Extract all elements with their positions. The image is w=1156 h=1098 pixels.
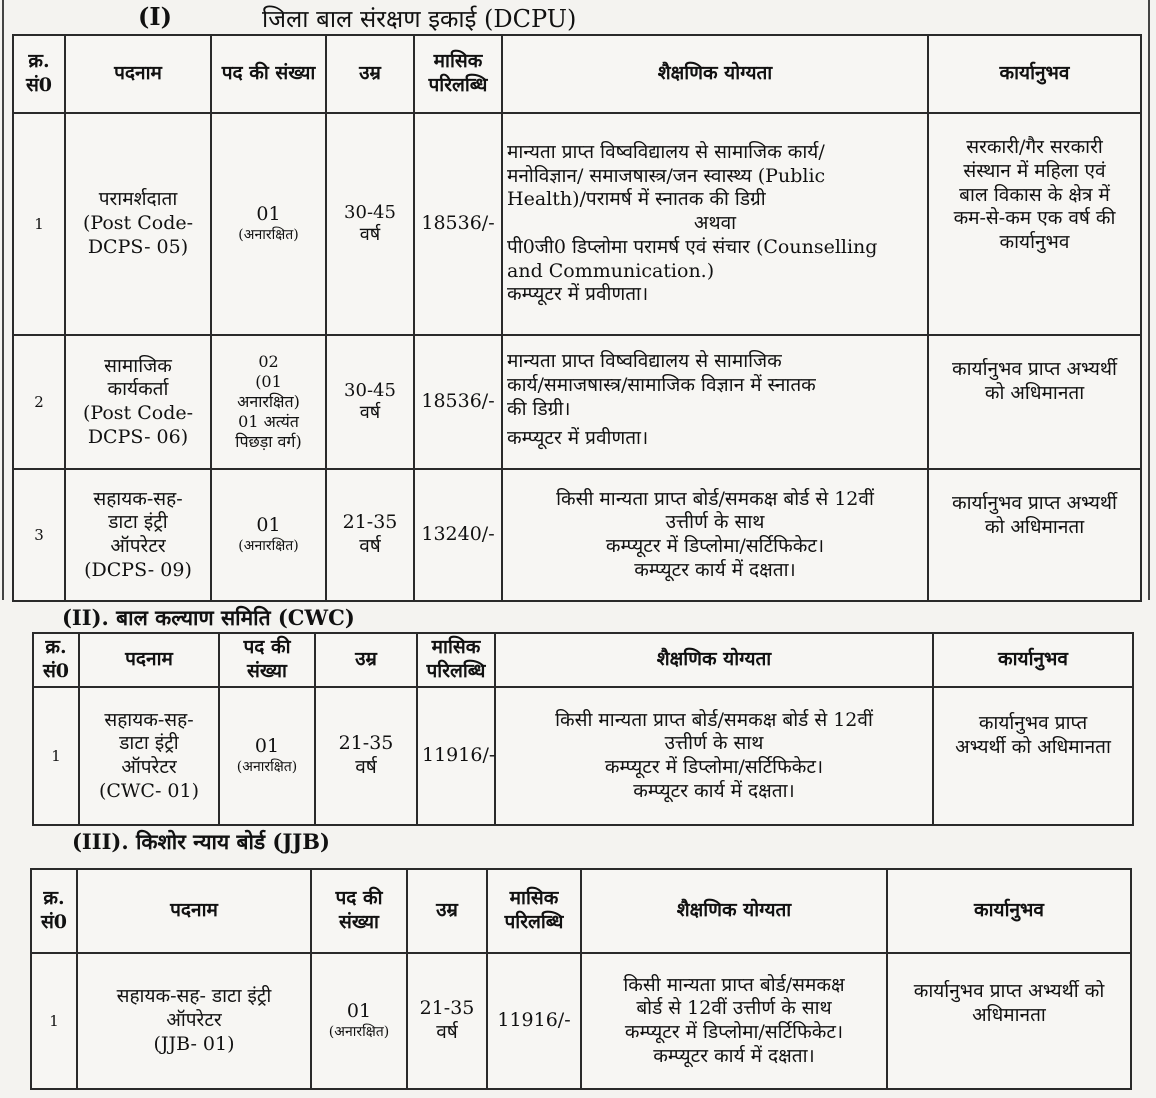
qual-line: Health)/परामर्ष में स्नातक की डिग्री (507, 188, 766, 211)
qual-line: कम्प्यूटर में प्रवीणता। (507, 283, 649, 306)
post-line: ऑपरेटर (166, 1009, 222, 1032)
qual-line: अथवा (693, 212, 737, 235)
section3-title: (III). किशोर न्याय बोर्ड (JJB) (72, 829, 330, 854)
header-count: पद की संख्या (311, 869, 407, 953)
qual-line: कम्प्यूटर में डिप्लोमा/सर्टिफिकेट। (605, 535, 825, 557)
header-qualification: शैक्षणिक योग्यता (495, 633, 933, 687)
qual-line: कार्य/समाजषास्त्र/सामाजिक विज्ञान में स्नातक (507, 373, 816, 396)
qual-line: कम्प्यूटर में डिप्लोमा/सर्टिफिकेट। (624, 1021, 844, 1043)
qual-line: बोर्ड से 12वीं उत्तीर्ण के साथ (636, 997, 832, 1020)
row-post (65, 469, 211, 601)
header-age: उम्र (315, 633, 417, 687)
post-line: सामाजिक (104, 354, 172, 377)
section2-title: (II). बाल कल्याण समिति (CWC) (62, 605, 355, 630)
post-line: (Post Code- (82, 212, 194, 235)
header-salary: मासिक परिलब्धि (417, 633, 495, 687)
post-line: ऑपरेटर (121, 756, 177, 778)
qual-line: कम्प्यूटर में डिप्लोमा/सर्टिफिकेट। (604, 756, 824, 778)
count-value: 01 (256, 203, 281, 226)
row-count (211, 335, 326, 469)
row-experience (928, 113, 1141, 335)
post-line: (DCPS- 09) (84, 558, 192, 581)
qual-line: पी0जी0 डिप्लोमा परामर्ष एवं संचार (Counselling (507, 235, 878, 258)
table-row (31, 953, 1131, 1089)
count-line: 02 (258, 352, 279, 371)
count-line: 01 अत्यंत (238, 412, 299, 431)
count-line: पिछड़ा वर्ग) (235, 432, 302, 451)
post-line: डाटा इंट्री (108, 511, 168, 534)
row-qualification (581, 953, 887, 1089)
row-post (77, 953, 311, 1089)
count-note: (अनारक्षित) (236, 759, 298, 776)
qual-line: मान्यता प्राप्त विष्वविद्यालय से सामाजिक (507, 350, 782, 372)
row-serial: 1 (31, 953, 77, 1089)
post-line: सहायक-सह- (93, 487, 183, 510)
row-age: 30-45 वर्ष (326, 335, 414, 469)
row-serial: 3 (13, 469, 65, 601)
post-line: (Post Code- (82, 402, 194, 424)
row-count (311, 953, 407, 1089)
qual-line: उत्तीर्ण के साथ (664, 732, 764, 755)
age-line: 21-35 (338, 732, 394, 755)
row-salary: 11916/- (417, 687, 495, 825)
table-row (13, 335, 1141, 469)
qual-line: मनोविज्ञान/ समाजषास्त्र/जन स्वास्थ्य (Public (507, 164, 826, 187)
age-line: वर्ष (359, 535, 381, 557)
count-line: (01 (255, 372, 282, 391)
table-header-row (13, 35, 1141, 113)
row-age: 30-45 वर्ष (326, 113, 414, 335)
header-post: पदनाम (77, 869, 311, 953)
row-serial: 1 (33, 687, 79, 825)
row-qualification (495, 687, 933, 825)
exp-line: कम-से-कम एक वर्ष की (953, 207, 1116, 230)
qual-line: की डिग्री। (507, 397, 571, 420)
row-post (65, 335, 211, 469)
count-value: 01 (254, 735, 280, 758)
row-salary: 13240/- (414, 469, 502, 601)
count-value: 01 (346, 1000, 372, 1023)
table-row (13, 113, 1141, 335)
exp-line: कार्यानुभव प्राप्त अभ्यर्थी को (913, 980, 1105, 1002)
header-count: पद की संख्या (219, 633, 315, 687)
row-salary: 18536/- (414, 335, 502, 469)
row-post (79, 687, 219, 825)
header-count: पद की संख्या (211, 35, 326, 113)
exp-line: कार्यानुभव प्राप्त अभ्यर्थी (952, 358, 1117, 380)
post-line: कार्यकर्ता (107, 378, 169, 401)
qual-line: and Communication.) (507, 259, 715, 282)
age-line: वर्ष (436, 1021, 458, 1043)
header-post: पदनाम (65, 35, 211, 113)
header-age: उम्र (407, 869, 487, 953)
count-note: (अनारक्षित) (328, 1024, 390, 1041)
exp-line: को अधिमानता (984, 515, 1085, 538)
row-count (219, 687, 315, 825)
header-post: पदनाम (79, 633, 219, 687)
post-line: DCPS- 06) (87, 425, 189, 448)
post-line: सहायक-सह- डाटा इंट्री (116, 985, 272, 1008)
count-note: (अनारक्षित) (238, 538, 299, 555)
age-line: 21-35 (419, 997, 475, 1020)
post-line: सहायक-सह- (104, 708, 194, 731)
exp-line: को अधिमानता (984, 381, 1085, 404)
row-experience (928, 469, 1141, 601)
exp-line: बाल विकास के क्षेत्र में (959, 183, 1110, 206)
header-salary: मासिक परिलब्धि (414, 35, 502, 113)
jjb-table (30, 868, 1132, 1090)
row-serial: 1 (13, 113, 65, 335)
exp-line: अभ्यर्थी को अधिमानता (955, 735, 1111, 758)
row-count (211, 113, 326, 335)
row-count (211, 469, 326, 601)
qual-line: किसी मान्यता प्राप्त बोर्ड/समकक्ष (623, 973, 845, 996)
header-age: उम्र (326, 35, 414, 113)
qual-line: मान्यता प्राप्त विष्वविद्यालय से सामाजिक कार्य/ (507, 140, 825, 163)
qual-line: कम्प्यूटर में प्रवीणता। (507, 427, 649, 450)
header-salary: मासिक परिलब्धि (487, 869, 581, 953)
post-line: डाटा इंट्री (119, 732, 179, 755)
row-age (326, 469, 414, 601)
row-age (407, 953, 487, 1089)
dcpu-table (12, 34, 1142, 602)
table-header-row (31, 869, 1131, 953)
row-age (315, 687, 417, 825)
count-line: अनारक्षित) (237, 392, 300, 411)
post-line: DCPS- 05) (87, 235, 189, 258)
section1-title: जिला बाल संरक्षण इकाई (DCPU) (262, 5, 577, 33)
exp-line: कार्यानुभव प्राप्त अभ्यर्थी (952, 492, 1117, 514)
exp-line: अधिमानता (972, 1003, 1046, 1026)
count-note: (अनारक्षित) (238, 227, 299, 244)
row-experience (933, 687, 1133, 825)
row-salary: 18536/- (414, 113, 502, 335)
row-qualification (502, 113, 928, 335)
row-salary: 11916/- (487, 953, 581, 1089)
qual-line: कम्प्यूटर कार्य में दक्षता। (653, 1044, 815, 1067)
header-serial: क्र. सं0 (13, 35, 65, 113)
header-experience: कार्यानुभव (933, 633, 1133, 687)
qual-line: किसी मान्यता प्राप्त बोर्ड/समकक्ष बोर्ड से 12वीं (556, 487, 874, 510)
table-row (13, 469, 1141, 601)
exp-line: संस्थान में महिला एवं (963, 159, 1106, 182)
header-serial: क्र. सं0 (31, 869, 77, 953)
age-line: वर्ष (355, 756, 377, 778)
qual-line: कम्प्यूटर कार्य में दक्षता। (634, 558, 796, 581)
post-line: ऑपरेटर (110, 535, 166, 557)
header-serial: क्र. सं0 (33, 633, 79, 687)
post-line: परामर्शदाता (98, 188, 178, 211)
row-qualification (502, 469, 928, 601)
header-qualification: शैक्षणिक योग्यता (581, 869, 887, 953)
header-experience: कार्यानुभव (887, 869, 1131, 953)
header-experience: कार्यानुभव (928, 35, 1141, 113)
qual-line: उत्तीर्ण के साथ (665, 511, 765, 534)
header-qualification: शैक्षणिक योग्यता (502, 35, 928, 113)
row-serial: 2 (13, 335, 65, 469)
row-experience (928, 335, 1141, 469)
age-line: 21-35 (342, 511, 398, 534)
table-header-row (33, 633, 1133, 687)
cwc-table (32, 632, 1134, 826)
section1-number: (I) (138, 2, 172, 31)
qual-line: किसी मान्यता प्राप्त बोर्ड/समकक्ष बोर्ड से 12वीं (555, 708, 873, 731)
exp-line: सरकारी/गैर सरकारी (966, 136, 1103, 158)
exp-line: कार्यानुभव प्राप्त (978, 712, 1088, 734)
qual-line: कम्प्यूटर कार्य में दक्षता। (633, 779, 795, 802)
count-value: 01 (256, 514, 281, 537)
exp-line: कार्यानुभव (999, 231, 1070, 253)
row-experience (887, 953, 1131, 1089)
post-line: (JJB- 01) (153, 1032, 235, 1055)
table-row (33, 687, 1133, 825)
row-qualification (502, 335, 928, 469)
post-line: (CWC- 01) (98, 779, 200, 802)
row-post (65, 113, 211, 335)
